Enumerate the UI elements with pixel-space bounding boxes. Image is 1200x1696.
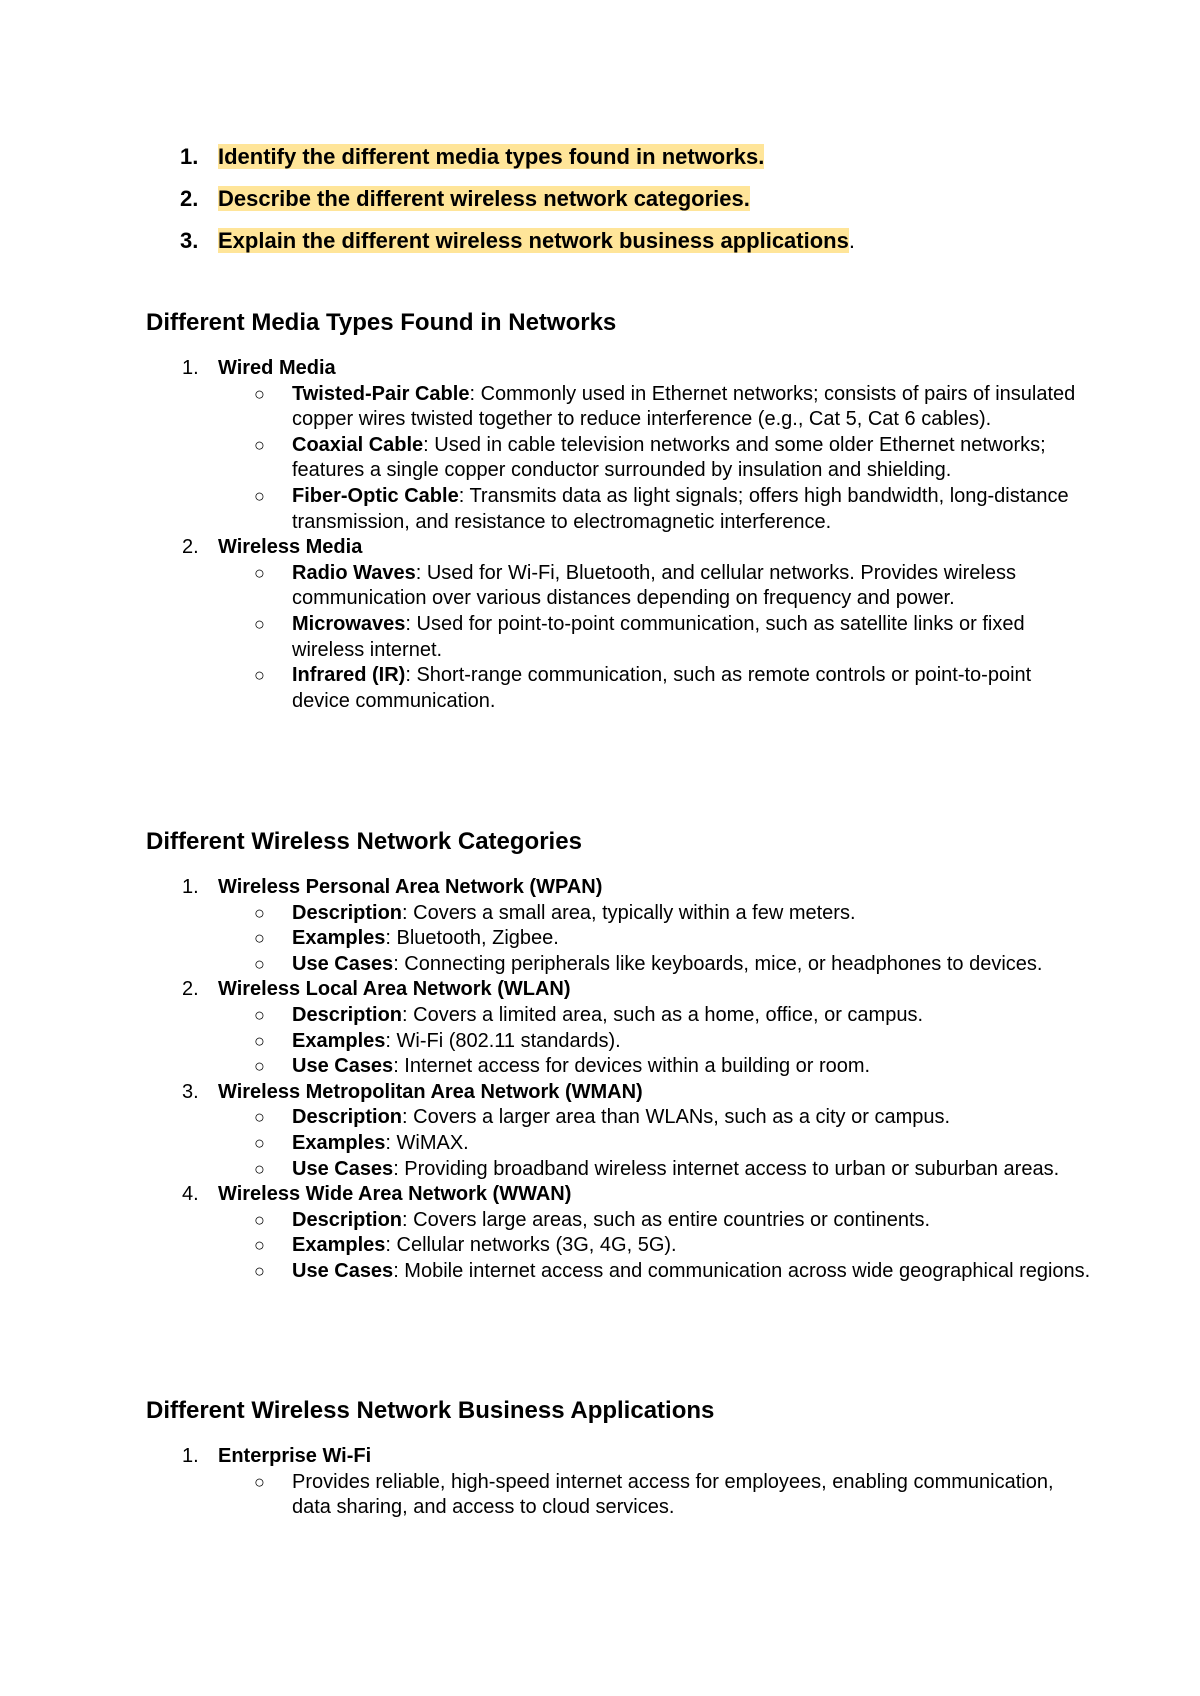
sub-list — [218, 1105, 1066, 1182]
circle-bullet-icon: ○ — [254, 562, 265, 583]
sub-list — [218, 1470, 1066, 1521]
item-number: 1. — [182, 357, 199, 379]
sub-item-term: Description — [292, 1208, 403, 1231]
circle-bullet-icon: ○ — [254, 485, 265, 506]
sub-item-term: Coaxial Cable — [292, 433, 424, 456]
sub-item-description: : Covers a small area, typically within a few meters. — [402, 901, 856, 924]
sub-list-item — [218, 1105, 1092, 1131]
section-business-applications — [146, 1394, 1066, 1521]
circle-bullet-icon: ○ — [254, 1158, 265, 1179]
circle-bullet-icon: ○ — [254, 1209, 265, 1230]
sub-item-description: : Covers a larger area than WLANs, such as a city or campus. — [402, 1106, 951, 1129]
sub-item-term: Examples — [292, 1131, 386, 1154]
sub-item-description: Provides reliable, high-speed internet access for employees, enabling communication, data sharing, and access to cloud services. — [292, 1470, 1054, 1519]
objective-tail: . — [848, 228, 855, 253]
item-title: Wireless Media — [218, 536, 363, 559]
circle-bullet-icon: ○ — [254, 434, 265, 455]
sub-list-item — [218, 663, 1092, 714]
sub-list-item — [218, 1259, 1092, 1285]
sub-item-description: : Covers a limited area, such as a home, office, or campus. — [402, 1003, 924, 1026]
item-number: 4. — [182, 1183, 199, 1206]
sub-item-description: : Covers large areas, such as entire countries or continents. — [402, 1208, 931, 1231]
sub-item-term: Examples — [292, 1029, 386, 1052]
circle-bullet-icon: ○ — [254, 1260, 265, 1281]
circle-bullet-icon: ○ — [254, 383, 265, 404]
sub-list-item — [218, 1157, 1092, 1183]
sub-list-item — [218, 1233, 1092, 1259]
list-item — [146, 977, 1066, 1079]
sub-item-description: : Used in cable television networks and some older Ethernet networks; features a single copper conductor surrounded by insulation and shielding. — [292, 433, 1046, 482]
sub-item-term: Use Cases — [292, 1055, 394, 1078]
sub-item-term: Description — [292, 1106, 403, 1129]
sub-item-term: Radio Waves — [292, 561, 416, 584]
sub-list-item — [218, 1054, 1092, 1080]
item-number: 1. — [182, 876, 199, 898]
sub-list-item — [218, 561, 1092, 612]
list-item — [146, 1444, 1066, 1521]
sub-list-item — [218, 1131, 1092, 1157]
circle-bullet-icon: ○ — [254, 928, 265, 949]
section-heading: Different Wireless Network Categories — [146, 828, 582, 855]
sub-list-item — [218, 926, 1092, 952]
sub-item-term: Use Cases — [292, 1157, 394, 1180]
section-heading: Different Wireless Network Business Applications — [146, 1397, 715, 1424]
sub-item-description: : Mobile internet access and communication across wide geographical regions. — [393, 1259, 1091, 1282]
objective-number: 3. — [180, 228, 199, 253]
sub-list-item — [218, 1029, 1092, 1055]
sub-item-term: Description — [292, 901, 403, 924]
section-media-types — [146, 306, 1076, 714]
sub-item-description: : Wi-Fi (802.11 standards). — [385, 1029, 621, 1052]
sub-list-item — [218, 1003, 1092, 1029]
sub-item-description: : Short-range communication, such as remote controls or point-to-point device communication. — [292, 664, 1032, 712]
numbered-list — [146, 875, 1091, 1285]
item-title: Wireless Wide Area Network (WWAN) — [218, 1183, 572, 1206]
sub-list-item — [218, 484, 1092, 535]
sub-list — [218, 1208, 1091, 1285]
sub-item-description: : Used for Wi-Fi, Bluetooth, and cellular networks. Provides wireless communication over various distances depending on frequency and power. — [292, 561, 1016, 610]
circle-bullet-icon: ○ — [254, 665, 265, 686]
sub-list-item — [218, 901, 1092, 927]
objective-text: Explain the different wireless network business applications — [218, 228, 849, 253]
item-number: 3. — [182, 1080, 199, 1103]
list-item — [146, 1182, 1091, 1284]
sub-item-term: Use Cases — [292, 1259, 394, 1282]
sub-item-term: Description — [292, 1003, 403, 1026]
sub-item-term: Use Cases — [292, 952, 394, 975]
sub-item-term: Examples — [292, 927, 386, 950]
sub-list — [218, 1003, 1066, 1080]
sub-list-item — [218, 1470, 1092, 1521]
sub-list — [218, 561, 1066, 715]
list-item — [146, 356, 1076, 535]
circle-bullet-icon: ○ — [254, 953, 265, 974]
circle-bullet-icon: ○ — [254, 902, 265, 923]
item-number: 2. — [182, 536, 199, 559]
sub-item-term: Fiber-Optic Cable — [292, 484, 459, 507]
objective-text: Describe the different wireless network categories. — [218, 186, 750, 211]
objective-number: 2. — [180, 186, 199, 211]
sub-list-item — [218, 433, 1092, 484]
item-title: Wired Media — [218, 357, 336, 379]
circle-bullet-icon: ○ — [254, 1235, 265, 1256]
objective-text: Identify the different media types found in networks. — [218, 144, 765, 169]
sub-item-description: : Bluetooth, Zigbee. — [385, 927, 559, 950]
sub-item-description: : Cellular networks (3G, 4G, 5G). — [385, 1234, 677, 1257]
sub-list-item — [218, 612, 1092, 663]
circle-bullet-icon: ○ — [254, 1471, 265, 1492]
item-title: Enterprise Wi-Fi — [218, 1445, 372, 1467]
sub-item-description: : WiMAX. — [385, 1131, 469, 1154]
circle-bullet-icon: ○ — [254, 1030, 265, 1051]
section-wireless-categories — [146, 825, 1091, 1285]
item-title: Wireless Personal Area Network (WPAN) — [218, 876, 603, 898]
circle-bullet-icon: ○ — [254, 1107, 265, 1128]
circle-bullet-icon: ○ — [254, 613, 265, 634]
list-item — [146, 1080, 1066, 1182]
sub-item-description: : Commonly used in Ethernet networks; consists of pairs of insulated copper wires twisted together to reduce interference (e.g., Cat 5, Cat 6 cables). — [292, 382, 1076, 431]
circle-bullet-icon: ○ — [254, 1132, 265, 1153]
numbered-list — [146, 356, 1076, 714]
list-item — [146, 535, 1066, 714]
sub-list — [218, 382, 1076, 536]
sub-item-description: : Connecting peripherals like keyboards, mice, or headphones to devices. — [393, 952, 1043, 975]
item-title: Wireless Metropolitan Area Network (WMAN) — [218, 1080, 643, 1103]
numbered-list — [146, 1444, 1066, 1521]
list-item — [146, 875, 1066, 977]
sub-item-description: : Transmits data as light signals; offers high bandwidth, long-distance transmission, and resistance to electromagnetic interference. — [292, 484, 1069, 533]
item-number: 2. — [182, 978, 199, 1001]
sub-item-term: Infrared (IR) — [292, 664, 406, 687]
sub-item-description: : Used for point-to-point communication, such as satellite links or fixed wireless internet. — [292, 612, 1025, 661]
item-number: 1. — [182, 1445, 199, 1467]
item-title: Wireless Local Area Network (WLAN) — [218, 978, 571, 1001]
sub-item-term: Twisted-Pair Cable — [292, 382, 470, 405]
sub-item-description: : Providing broadband wireless internet access to urban or suburban areas. — [393, 1157, 1060, 1180]
sub-list — [218, 901, 1066, 978]
section-heading: Different Media Types Found in Networks — [146, 309, 617, 336]
sub-list-item — [218, 382, 1092, 433]
sub-item-description: : Internet access for devices within a building or room. — [393, 1055, 871, 1078]
objective-number: 1. — [180, 144, 199, 169]
circle-bullet-icon: ○ — [254, 1004, 265, 1025]
sub-list-item — [218, 952, 1092, 978]
sub-item-term: Microwaves — [292, 612, 406, 635]
sub-item-term: Examples — [292, 1234, 386, 1257]
circle-bullet-icon: ○ — [254, 1056, 265, 1077]
sub-list-item — [218, 1208, 1092, 1234]
